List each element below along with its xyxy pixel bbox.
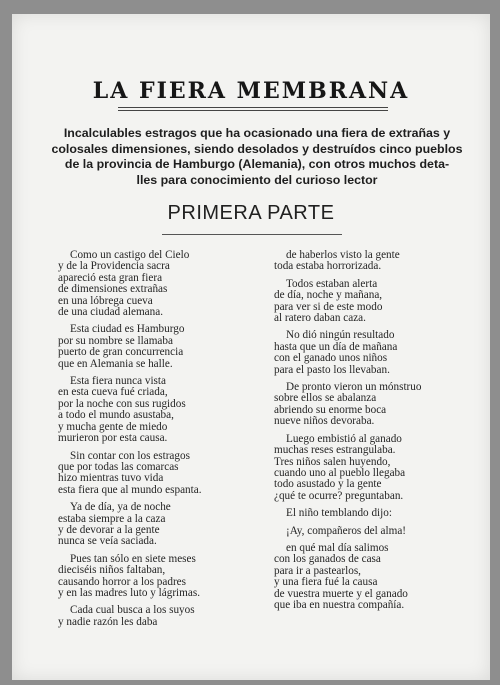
poem-line: murieron por esta causa. <box>58 432 168 445</box>
poem-line: para ver si de este modo <box>274 300 383 313</box>
poem-stanza <box>58 451 268 497</box>
poem-line: abriendo su enorme boca <box>274 403 387 416</box>
poem-line: y de devorar a la gente <box>58 523 160 536</box>
poem-line: por su nombre se llamaba <box>58 334 173 347</box>
poem-line: en una lóbrega cueva <box>58 294 153 307</box>
poem-line: de dimensiones extrañas <box>58 283 168 296</box>
poem-line: hizo mientras tuvo vida <box>58 472 164 485</box>
poem-line: puerto de gran concurrencia <box>58 346 184 359</box>
poem-stanza <box>274 526 484 537</box>
poem-line: Como un castigo del Cielo <box>70 249 190 261</box>
poem-line: de día, noche y mañana, <box>274 289 383 302</box>
poem-line: dieciséis niños faltaban, <box>58 564 166 577</box>
section-heading: PRIMERA PARTE <box>167 202 335 224</box>
poem-line: y una fiera fué la causa <box>274 576 378 589</box>
poem-line: El niño temblando dijo: <box>286 507 392 520</box>
poem-line: que iba en nuestra compañía. <box>274 598 405 611</box>
poem-line: cuando uno al pueblo llegaba <box>274 466 406 479</box>
poem-stanza <box>58 324 268 370</box>
poem-line: y en las madres luto y lágrimas. <box>58 586 200 599</box>
poem-stanza <box>58 502 268 548</box>
summary-line: colosales dimensiones, siendo desolados y destruídos cinco pueblos <box>51 141 463 156</box>
poem-line: Esta ciudad es Hamburgo <box>70 323 185 336</box>
poem-line: y mucha gente de miedo <box>58 420 168 433</box>
poem-line: Todos estaban alerta <box>286 277 378 290</box>
poem-line: No dió ningún resultado <box>286 329 395 342</box>
poem-right-column <box>274 250 484 617</box>
poem-line: toda estaba horrorizada. <box>274 260 382 273</box>
poem-line: sobre ellos se abalanza <box>274 392 377 405</box>
poem-line: al ratero daban caza. <box>274 312 366 325</box>
poem-line: hasta que un día de mañana <box>274 340 398 353</box>
poem-stanza <box>274 543 484 611</box>
poem-line: en esta cueva fué criada, <box>58 386 168 399</box>
poem-stanza <box>58 554 268 600</box>
poem-line: causando horror a los padres <box>58 575 186 588</box>
summary-line: lles para conocimiento del curioso lector <box>136 172 378 187</box>
poem-line: nueve niños devoraba. <box>274 415 375 428</box>
poem-line: ¿qué te ocurre? preguntaban. <box>274 489 404 502</box>
poem-stanza <box>58 376 268 444</box>
poem-line: para ir a pastearlos, <box>274 564 361 577</box>
poem-line: estaba siempre a la caza <box>58 512 166 525</box>
poem-line: todo asustado y la gente <box>274 478 382 491</box>
poem-stanza <box>58 605 268 628</box>
poem-line: con los ganados de casa <box>274 553 381 566</box>
poem-line: muchas reses estrangulaba. <box>274 444 396 457</box>
summary-paragraph <box>50 126 464 188</box>
poem-stanza <box>58 250 268 318</box>
poem-line: con el ganado unos niños <box>274 352 388 365</box>
poem-stanza <box>274 382 484 428</box>
poem-line: Tres niños salen huyendo, <box>274 455 391 468</box>
summary-line: Incalculables estragos que ha ocasionado una fiera de extrañas y <box>63 126 451 140</box>
title-underline-second <box>118 110 388 111</box>
poem-line: de vuestra muerte y el ganado <box>274 587 408 600</box>
poem-stanza <box>274 250 484 273</box>
poem-line: de una ciudad alemana. <box>58 306 163 319</box>
poem-line: ¡Ay, compañeros del alma! <box>286 524 407 537</box>
title-underline <box>118 107 388 108</box>
poem-line: apareció esta gran fiera <box>58 271 163 284</box>
poem-line: y de la Providencia sacra <box>58 260 170 273</box>
poem-line: de haberlos visto la gente <box>286 249 400 261</box>
poem-stanza <box>274 434 484 502</box>
poem-line: que en Alemania se halle. <box>58 357 173 370</box>
poem-stanza <box>274 508 484 519</box>
poem-line: esta fiera que al mundo espanta. <box>58 483 202 496</box>
poem-line: Pues tan sólo en siete meses <box>70 552 196 565</box>
poem-line: a todo el mundo asustaba, <box>58 409 174 422</box>
poem-line: Esta fiera nunca vista <box>70 375 166 388</box>
section-heading-underline <box>162 234 342 235</box>
document-page <box>12 14 490 680</box>
poem-line: y nadie razón les daba <box>58 615 158 628</box>
poem-line: Cada cual busca a los suyos <box>70 604 195 617</box>
poem-left-column <box>58 250 268 634</box>
poem-line: nunca se veía saciada. <box>58 535 157 548</box>
poem-line: por la noche con sus rugidos <box>58 397 186 410</box>
summary-line: de la provincia de Hamburgo (Alemania), con otros muchos deta- <box>64 157 450 172</box>
poem-stanza <box>274 279 484 325</box>
poem-line: para el pasto los llevaban. <box>274 363 390 376</box>
poem-line: Sin contar con los estragos <box>70 449 190 462</box>
poem-line: que por todas las comarcas <box>58 460 179 473</box>
poem-line: De pronto vieron un mónstruo <box>286 381 422 394</box>
poem-line: en qué mal día salimos <box>286 541 389 554</box>
document-title: LA FIERA MEMBRANA <box>92 78 410 104</box>
poem-line: Luego embistió al ganado <box>286 432 402 445</box>
poem-line: Ya de día, ya de noche <box>70 501 171 514</box>
poem-stanza <box>274 330 484 376</box>
